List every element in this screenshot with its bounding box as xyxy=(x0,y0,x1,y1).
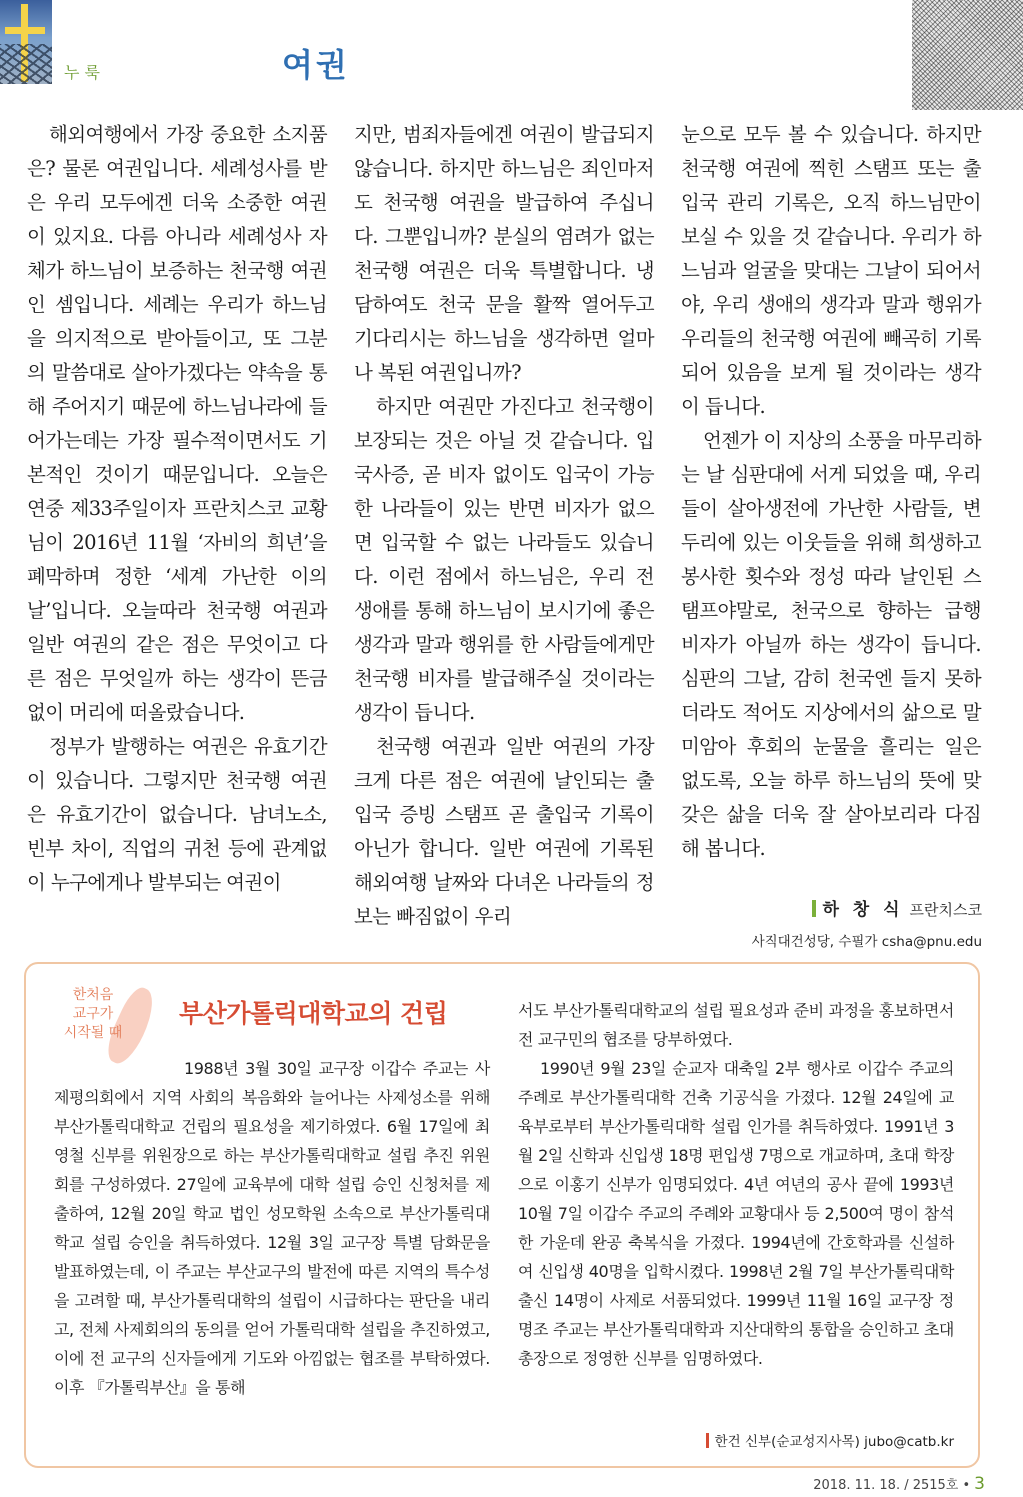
decorative-pattern xyxy=(912,0,1023,110)
article-paragraph: 하지만 여권만 가진다고 천국행이 보장되는 것은 아닐 것 같습니다. 입국사증, 곧 비자 없이도 입국이 가능한 나라들이 있는 반면 비자가 없으면 입국할 수 없는 나라들도 있습니다. 이런 점에서 하느님은, 우리 전 생애를 통해 하느님이 보시기에 좋은 생각과 말과 행위를 한 사람들에게만 천국행 비자를 발급해주실 것이라는 생각이 듭니다. xyxy=(354,395,654,724)
box-column-1 xyxy=(54,1054,490,1402)
author-byline xyxy=(752,895,982,950)
article-paragraph: 천국행 여권과 일반 여권의 가장 크게 다른 점은 여권에 날인되는 출입국 증빙 스탬프 곧 출입국 기록이 아닌가 합니다. 일반 여권에 기록된 해외여행 날짜와 다녀온 나라들의 정보는 빠짐없이 우리 xyxy=(354,735,654,928)
page-header xyxy=(0,0,1023,110)
article-column-1 xyxy=(27,118,327,900)
column-series-label: 누룩 xyxy=(64,63,105,82)
cross-logo-icon xyxy=(0,0,52,84)
author-affiliation: 사직대건성당, 수필가 csha@pnu.edu xyxy=(751,934,982,950)
box-paragraph: 1988년 3월 30일 교구장 이갑수 주교는 사제평의회에서 지역 사회의 복음화와 늘어나는 사제성소를 위해 부산가톨릭대학교 건립의 필요성을 제기하였다. 6월 17일에 최영철 신부를 위원장으로 하는 부산가톨릭대학교 설립 추진 위원회를 구성하였다. 27일에 교육부에 대학 설립 승인 신청처를 제출하여, 12월 20일 학교 법인 성모학원 소속으로 부산가톨릭대학교 설립 승인을 취득하였다. 12월 3일 교구장 특별 담화문을 발표하였는데, 이 주교는 부산교구의 발전에 따른 지역의 특수성을 고려할 때, 부산가톨릭대학의 설립이 시급하다는 판단을 내리고, 전체 사제회의의 동의를 얻어 가톨릭대학 설립을 추진하였고, 이에 전 교구의 신자들에게 기도와 아낌없는 협조를 부탁하였다. 이후 『가톨릭부산』을 통해 xyxy=(54,1059,490,1397)
article-paragraph: 지만, 범죄자들에겐 여권이 발급되지 않습니다. 하지만 하느님은 죄인마저도 천국행 여권을 발급하여 주십니다. 그뿐입니까? 분실의 염려가 없는 천국행 여권은 더욱 특별합니다. 냉담하여도 천국 문을 활짝 열어두고 기다리시는 하느님을 생각하면 얼마나 복된 여권입니까? xyxy=(354,123,654,384)
author-baptismal-name: 프란치스코 xyxy=(909,901,982,919)
badge-line: 한처음 xyxy=(72,987,114,1003)
box-column-2 xyxy=(518,996,954,1373)
page-number: 3 xyxy=(974,1474,985,1494)
article-paragraph: 해외여행에서 가장 중요한 소지품은? 물론 여권입니다. 세례성사를 받은 우리 모두에겐 더욱 소중한 여권이 있지요. 다름 아니라 세례성사 자체가 하느님이 보증하는 천국행 여권인 셈입니다. 세례는 우리가 하느님을 의지적으로 받아들이고, 또 그분의 말씀대로 살아가겠다는 약속을 통해 주어지기 때문에 하느님나라에 들어가는데는 가장 필수적이면서도 기본적인 것이기 때문입니다. 오늘은 연중 제33주일이자 프란치스코 교황님이 2016년 11월 ‘자비의 희년’을 폐막하며 정한 ‘세계 가난한 이의 날’입니다. 오늘따라 천국행 여권과 일반 여권의 같은 점은 무엇이고 다른 점은 무엇일까 하는 생각이 뜬금없이 머리에 떠올랐습니다. xyxy=(27,123,327,724)
history-box xyxy=(24,962,980,1468)
box-title: 부산가톨릭대학교의 건립 xyxy=(179,999,448,1028)
article-title: 여권 xyxy=(282,46,350,84)
series-badge xyxy=(58,986,128,1043)
badge-line: 교구가 xyxy=(72,1006,114,1022)
article-paragraph: 정부가 발행하는 여권은 유효기간이 있습니다. 그렇지만 천국행 여권은 유효기간이 없습니다. 남녀노소, 빈부 차이, 직업의 귀천 등에 관계없이 누구에게나 발부되는 여권이 xyxy=(27,735,327,894)
issue-date: 2018. 11. 18. / 2515호 • xyxy=(813,1478,971,1493)
article-paragraph: 눈으로 모두 볼 수 있습니다. 하지만 천국행 여권에 찍힌 스탬프 또는 출입국 관리 기록은, 오직 하느님만이 보실 수 있을 것 같습니다. 우리가 하느님과 얼굴을 맞대는 그날이 되어서야, 우리 생애의 생각과 말과 행위가 우리들의 천국행 여권에 빼곡히 기록되어 있음을 보게 될 것이라는 생각이 듭니다. xyxy=(681,123,981,418)
article-paragraph: 언젠가 이 지상의 소풍을 마무리하는 날 심판대에 서게 되었을 때, 우리들이 살아생전에 가난한 사람들, 변두리에 있는 이웃들을 위해 희생하고 봉사한 횟수와 정성 따라 날인된 스탬프야말로, 천국으로 향하는 급행 비자가 아닐까 하는 생각이 듭니다. 심판의 그날, 감히 천국엔 들지 못하더라도 적어도 지상에서의 삶으로 말미암아 후회의 눈물을 흘리는 일은 없도록, 오늘 하루 하느님의 뜻에 맞갖은 삶을 더욱 잘 살아보리라 다짐해 봅니다. xyxy=(681,429,981,860)
article-column-2 xyxy=(354,118,654,934)
page-footer xyxy=(813,1474,985,1494)
byline-bar-icon xyxy=(812,900,816,917)
box-byline xyxy=(706,1430,954,1450)
box-paragraph: 서도 부산가톨릭대학교의 설립 필요성과 준비 과정을 홍보하면서 전 교구민의 협조를 당부하였다. xyxy=(518,1001,954,1049)
byline-bar-icon xyxy=(706,1433,709,1448)
article-column-3 xyxy=(681,118,981,866)
badge-line: 시작될 때 xyxy=(63,1025,123,1041)
box-author: 한건 신부(순교성지사목) jubo@catb.kr xyxy=(714,1434,954,1450)
author-name: 하 창 식 xyxy=(822,900,904,920)
box-paragraph: 1990년 9월 23일 순교자 대축일 2부 행사로 이갑수 주교의 주례로 부산가톨릭대학 건축 기공식을 가졌다. 12월 24일에 교육부로부터 부산가톨릭대학 설립 인가를 취득하였다. 1991년 3월 2일 신학과 신입생 18명 편입생 7명으로 개교하며, 초대 학장으로 이홍기 신부가 임명되었다. 4년 여년의 공사 끝에 1993년 10월 7일 이갑수 주교의 주례와 교황대사 등 2,500여 명이 참석한 가운데 완공 축복식을 가졌다. 1994년에 간호학과를 신설하여 신입생 40명을 입학시켰다. 1998년 2월 7일 부산가톨릭대학 출신 14명이 사제로 서품되었다. 1999년 11월 16일 교구장 정명조 주교는 부산가톨릭대학과 지산대학의 통합을 승인하고 초대 총장으로 정영한 신부를 임명하였다. xyxy=(518,1059,954,1368)
